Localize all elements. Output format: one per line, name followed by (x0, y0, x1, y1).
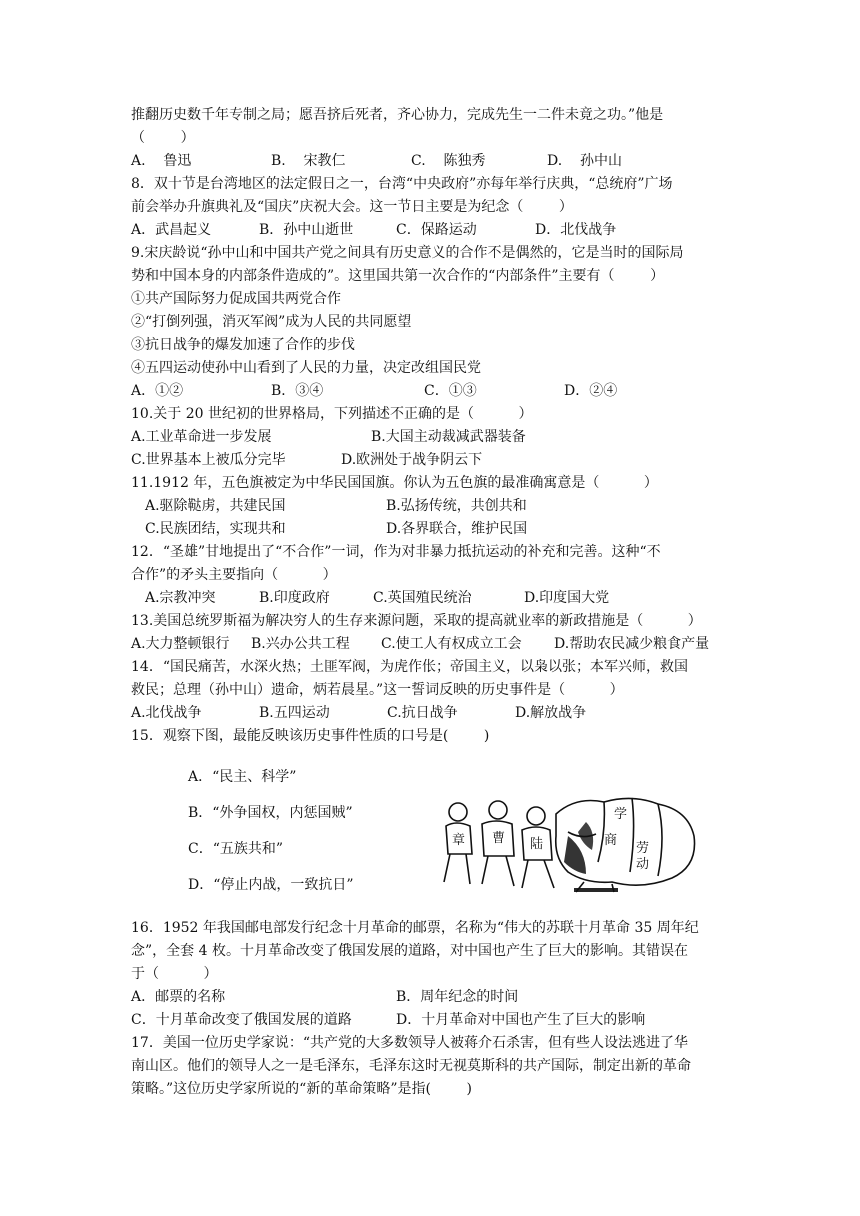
figure-label-lu: 陆 (530, 837, 544, 852)
q9-option-c: C．①③ (424, 383, 477, 399)
q15-option-a: A．“民主、科学” (188, 769, 297, 785)
q17-stem-1: 17．美国一位历史学家说：“共产党的大多数领导人被蒋介石杀害，但有些人设法逃进了华 (131, 1035, 688, 1051)
q15-option-c: C．“五族共和” (188, 841, 284, 857)
q17-stem-2: 南山区。他们的领导人之一是毛泽东，毛泽东这时无视莫斯科的共产国际，制定出新的革命 (131, 1058, 691, 1074)
figure-label-zhang: 章 (452, 833, 466, 848)
fist-label-lao: 劳 (636, 841, 650, 856)
q11-stem: 11.1912 年，五色旗被定为中华民国国旗。你认为五色旗的最准确寓意是（ ） (131, 475, 658, 491)
q13-option-c: C.使工人有权成立工会 (381, 636, 522, 652)
q12-option-c: C.英国殖民统治 (373, 590, 472, 606)
q9-stem-2: 势和中国本身的内部条件造成的”。这里国共第一次合作的“内部条件”主要有（ ） (131, 268, 665, 284)
q16-stem-3: 于（ ） (131, 966, 218, 982)
q7-option-d: D. 孙中山 (547, 153, 622, 169)
q11-option-c: C.民族团结，实现共和 (145, 521, 286, 537)
q8-option-b: B．孙中山逝世 (259, 222, 354, 238)
q14-stem-2: 救民；总理（孙中山）遗命，炳若晨星。”这一誓词反映的历史事件是（ ） (131, 682, 624, 698)
q15-option-d: D．“停止内战，一致抗日” (188, 877, 354, 893)
q12-stem-1: 12．“圣雄”甘地提出了“不合作”一词，作为对非暴力抵抗运动的补充和完善。这种“不 (131, 544, 661, 560)
q6-answer-blank: （ ） (131, 130, 195, 146)
q10-stem: 10.关于 20 世纪初的世界格局，下列描述不正确的是（ ） (131, 406, 533, 422)
figure-label-cao: 曹 (492, 831, 506, 846)
q10-option-a: A.工业革命进一步发展 (131, 429, 272, 445)
q11-option-d: D.各界联合，维护民国 (386, 521, 528, 537)
q8-option-d: D．北伐战争 (535, 222, 617, 238)
q8-option-c: C．保路运动 (396, 222, 477, 238)
q14-option-a: A.北伐战争 (131, 705, 202, 721)
q8-option-a: A．武昌起义 (131, 222, 212, 238)
q9-stem-1: 9.宋庆龄说“孙中山和中国共产党之间具有历史意义的合作不是偶然的，它是当时的国际局 (131, 245, 684, 261)
q9-item-3: ③抗日战争的爆发加速了合作的步伐 (131, 337, 355, 353)
fist-label-shang: 商 (604, 833, 618, 848)
fist-cartoon-drawing (436, 792, 700, 894)
q14-option-c: C.抗日战争 (387, 705, 458, 721)
q12-option-b: B.印度政府 (259, 590, 330, 606)
q15-option-b: B．“外争国权，内惩国贼” (188, 805, 353, 821)
q7-option-a: A. 鲁迅 (131, 153, 192, 169)
q17-stem-3: 策略。”这位历史学家所说的“新的革命策略”是指( ) (131, 1081, 472, 1097)
q16-stem-1: 16．1952 年我国邮电部发行纪念十月革命的邮票，名称为“伟大的苏联十月革命 35 周年纪 (131, 920, 699, 936)
q15-stem: 15．观察下图，最能反映该历史事件性质的口号是( ) (131, 728, 490, 744)
q13-option-d: D.帮助农民减少粮食产量 (554, 636, 710, 652)
q12-stem-2: 合作”的矛头主要指向（ ） (131, 567, 337, 583)
q9-item-2: ②“打倒列强，消灭军阀”成为人民的共同愿望 (131, 314, 412, 330)
q14-option-d: D.解放战争 (515, 705, 587, 721)
q8-stem-1: 8．双十节是台湾地区的法定假日之一，台湾“中央政府”亦每年举行庆典，“总统府”广场 (131, 176, 673, 192)
q12-option-d: D.印度国大党 (524, 590, 610, 606)
q13-stem: 13.美国总统罗斯福为解决穷人的生存来源问题，采取的提高就业率的新政措施是（ ） (131, 613, 702, 629)
q10-option-d: D.欧洲处于战争阴云下 (341, 452, 483, 468)
q10-option-b: B.大国主动裁减武器装备 (371, 429, 526, 445)
q9-option-d: D．②④ (564, 383, 618, 399)
q14-stem-1: 14．“国民痛苦，水深火热；土匪军阀，为虎作伥；帝国主义，以枭以张；本军兴师，救国 (131, 659, 688, 675)
q13-option-b: B.兴办公共工程 (251, 636, 350, 652)
q9-option-b: B．③④ (271, 383, 324, 399)
q13-option-a: A.大力整顿银行 (131, 636, 230, 652)
q9-item-1: ①共产国际努力促成国共两党合作 (131, 291, 341, 307)
q9-item-4: ④五四运动使孙中山看到了人民的力量，决定改组国民党 (131, 360, 481, 376)
fist-label-xue: 学 (614, 807, 628, 822)
q7-option-c: C. 陈独秀 (411, 153, 486, 169)
fist-label-dong: 动 (636, 857, 650, 872)
q16-option-a: A．邮票的名称 (131, 989, 226, 1005)
q16-option-c: C．十月革命改变了俄国发展的道路 (131, 1012, 352, 1028)
q16-option-d: D．十月革命对中国也产生了巨大的影响 (396, 1012, 646, 1028)
q16-option-b: B．周年纪念的时间 (396, 989, 519, 1005)
q11-option-a: A.驱除鞑虏，共建民国 (145, 498, 286, 514)
q9-option-a: A．①② (131, 383, 184, 399)
q10-option-c: C.世界基本上被瓜分完毕 (131, 452, 286, 468)
q16-stem-2: 念”，全套 4 枚。十月革命改变了俄国发展的道路，对中国也产生了巨大的影响。其错误在 (131, 943, 688, 959)
may-fourth-cartoon (436, 792, 700, 894)
q6-tail-line: 推翻历史数千年专制之局；愿吾挤后死者，齐心协力，完成先生一二件未竟之功。”他是 (131, 107, 664, 123)
q12-option-a: A.宗教冲突 (145, 590, 216, 606)
q8-stem-2: 前会举办升旗典礼及“国庆”庆祝大会。这一节日主要是为纪念（ ） (131, 199, 573, 215)
q11-option-b: B.弘扬传统，共创共和 (386, 498, 527, 514)
q7-option-b: B. 宋教仁 (271, 153, 346, 169)
q14-option-b: B.五四运动 (259, 705, 330, 721)
